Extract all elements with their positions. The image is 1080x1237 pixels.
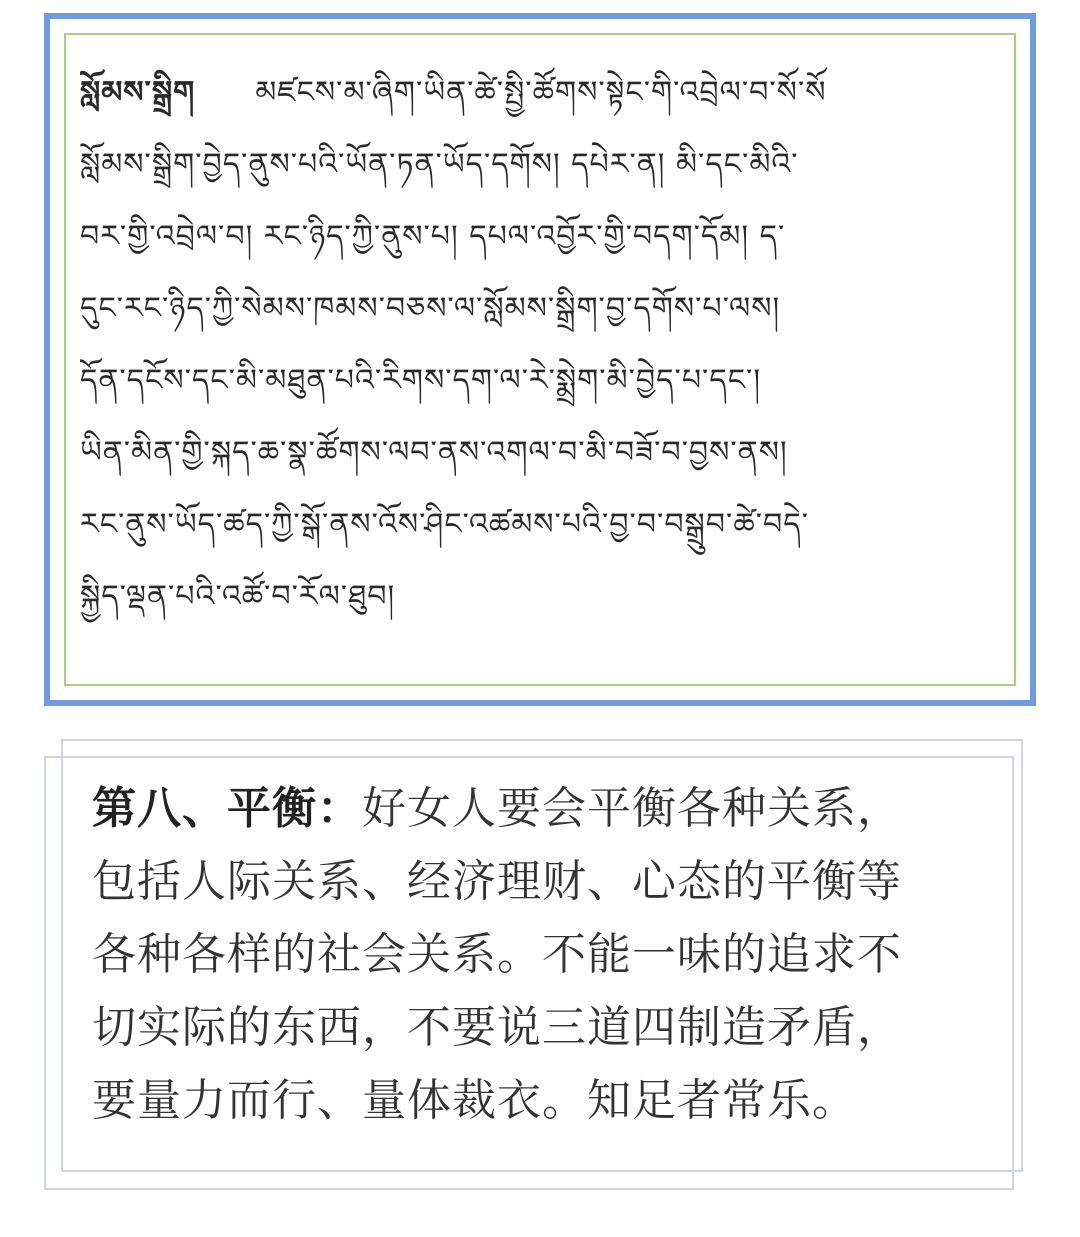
tibetan-line-2: སློམས་སྒྲིག་བྱེད་ནུས་པའི་ཡོན་ཏན་ཡོད་དགོས། དཔེར་ན། མི་དང་མིའི་ — [80, 147, 799, 182]
chinese-line-2: 包括人际关系、经济理财、心态的平衡等 — [92, 856, 902, 907]
tibetan-line-8: སྐྱིད་ལྡན་པའི་འཚོ་བ་རོལ་ཐུབ། — [80, 579, 396, 614]
chinese-line-1 — [92, 772, 1002, 845]
tibetan-line-7: རང་ནུས་ཡོད་ཚད་ཀྱི་སྒོ་ནས་འོས་ཤིང་འཚམས་པའི་བྱ་བ་བསྒྲུབ་ཚེ་བདེ་ — [80, 507, 809, 542]
tibetan-heading: སློམས་སྒྲིག — [80, 75, 196, 110]
chinese-heading: 第八、平衡： — [92, 783, 362, 834]
tibetan-line-6: ཡིན་མིན་གྱི་སྐད་ཆ་སྣ་ཚོགས་ལབ་ནས་འགལ་བ་མི་བཟོ་བ་བྱས་ནས། — [80, 435, 788, 470]
tibetan-line-3: བར་གྱི་འབྲེལ་བ། རང་ཉིད་ཀྱི་ནུས་པ། དཔལ་འབྱོར་གྱི་བདག་དོམ། ད་ — [80, 219, 786, 254]
chinese-line-text: 好女人要会平衡各种关系， — [362, 783, 902, 834]
chinese-line-5: 要量力而行、量体裁衣。知足者常乐。 — [92, 1075, 857, 1126]
chinese-line-4: 切实际的东西，不要说三道四制造矛盾， — [92, 1002, 902, 1053]
chinese-line-3: 各种各样的社会关系。不能一味的追求不 — [92, 929, 902, 980]
tibetan-paragraph — [80, 57, 960, 633]
chinese-paragraph — [92, 772, 1002, 1137]
tibetan-line-4: དུང་རང་ཉིད་ཀྱི་སེམས་ཁམས་བཅས་ལ་སློམས་སྒྲིག་བྱ་དགོས་པ་ལས། — [80, 291, 781, 326]
tibetan-line-5: དོན་དངོས་དང་མི་མཐུན་པའི་རིགས་དག་ལ་རེ་སྨྲེག་མི་བྱེད་པ་དང་། — [80, 363, 761, 398]
tibetan-card — [44, 13, 1036, 706]
tibetan-line-1 — [80, 57, 960, 129]
tibetan-line-text: མཛངས་མ་ཞིག་ཡིན་ཚེ་སྤྱི་ཚོགས་སྟེང་གི་འབྲེལ་བ་སོ་སོ — [255, 75, 827, 110]
